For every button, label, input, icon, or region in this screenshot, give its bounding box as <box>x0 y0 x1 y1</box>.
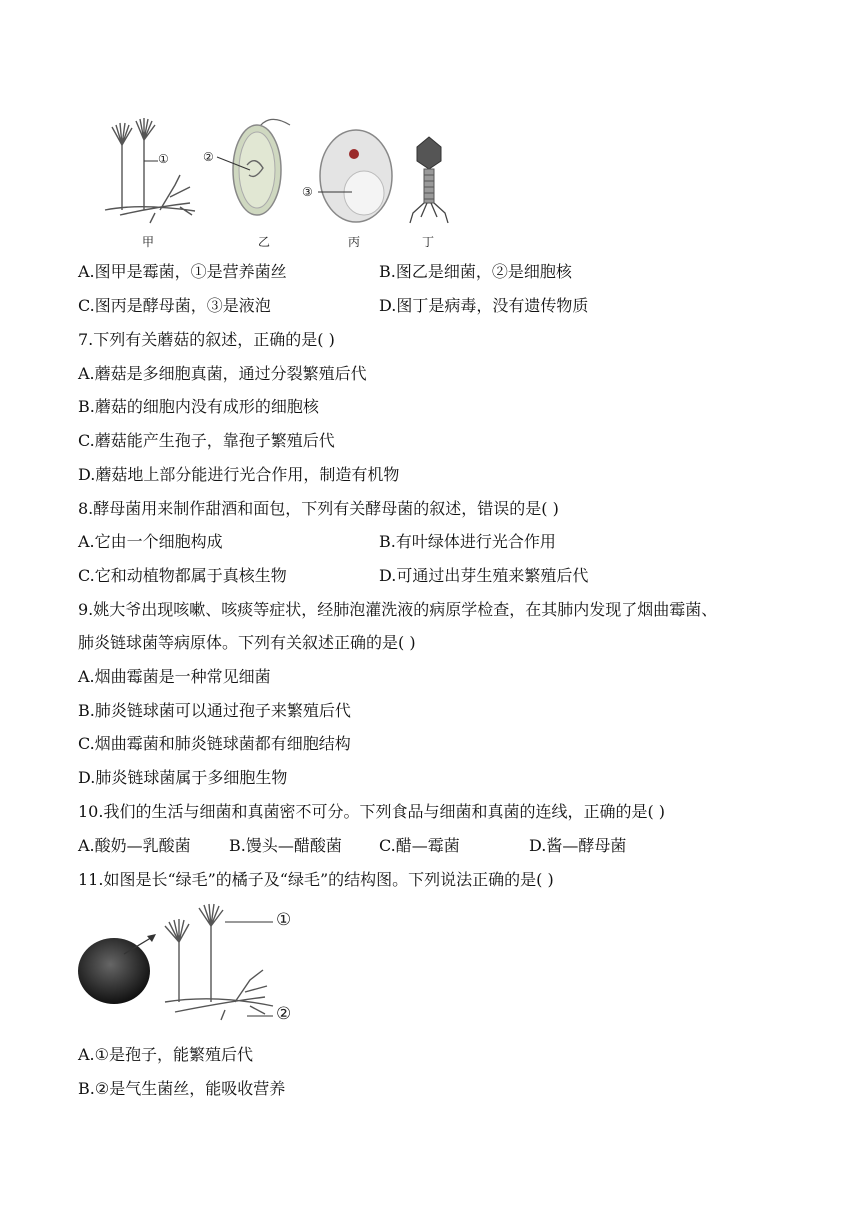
q6-option-a: A.图甲是霉菌，①是营养菌丝 <box>78 262 287 281</box>
mold-illustration <box>100 115 200 225</box>
q9-option-d: D.肺炎链球菌属于多细胞生物 <box>78 768 288 787</box>
q6-option-d: D.图丁是病毒，没有遗传物质 <box>379 296 589 315</box>
q8-option-b: B.有叶绿体进行光合作用 <box>379 532 556 551</box>
q11-marker-2: ② <box>276 1004 292 1024</box>
q8-stem: 8.酵母菌用来制作甜酒和面包，下列有关酵母菌的叙述，错误的是( ) <box>78 499 559 518</box>
virus-illustration <box>405 135 455 235</box>
q8-option-d: D.可通过出芽生殖来繁殖后代 <box>379 566 589 585</box>
q10-option-c: C.醋—霉菌 <box>379 836 460 855</box>
figure-label-ding: 丁 <box>422 235 435 249</box>
q9-stem-line1: 9.姚大爷出现咳嗽、咳痰等症状，经肺泡灌洗液的病原学检查，在其肺内发现了烟曲霉菌、 <box>78 600 718 619</box>
q7-option-c: C.蘑菇能产生孢子，靠孢子繁殖后代 <box>78 431 335 450</box>
q11-option-a: A.①是孢子，能繁殖后代 <box>78 1045 253 1064</box>
q8-option-a: A.它由一个细胞构成 <box>78 532 223 551</box>
q9-option-a: A.烟曲霉菌是一种常见细菌 <box>78 667 271 686</box>
bacterium-illustration <box>225 110 305 220</box>
q7-stem: 7.下列有关蘑菇的叙述，正确的是( ) <box>78 330 335 349</box>
q8-option-c: C.它和动植物都属于真核生物 <box>78 566 287 585</box>
q7-option-a: A.蘑菇是多细胞真菌，通过分裂繁殖后代 <box>78 364 367 383</box>
q7-option-d: D.蘑菇地上部分能进行光合作用，制造有机物 <box>78 465 400 484</box>
q10-stem: 10.我们的生活与细菌和真菌密不可分。下列食品与细菌和真菌的连线，正确的是( ) <box>78 802 666 821</box>
yeast-illustration <box>318 128 398 238</box>
q11-marker-1: ① <box>276 910 292 930</box>
q6-option-c: C.图丙是酵母菌，③是液泡 <box>78 296 271 315</box>
q10-option-a: A.酸奶—乳酸菌 <box>78 836 191 855</box>
q7-option-b: B.蘑菇的细胞内没有成形的细胞核 <box>78 397 319 416</box>
q9-stem-line2: 肺炎链球菌等病原体。下列有关叙述正确的是( ) <box>78 633 416 652</box>
q10-option-d: D.酱—酵母菌 <box>529 836 627 855</box>
q9-option-c: C.烟曲霉菌和肺炎链球菌都有细胞结构 <box>78 734 351 753</box>
marker-1: ① <box>158 152 169 166</box>
q6-option-b: B.图乙是细菌，②是细胞核 <box>379 262 572 281</box>
q11-stem: 11.如图是长“绿毛”的橘子及“绿毛”的结构图。下列说法正确的是( ) <box>78 870 554 889</box>
q11-option-b: B.②是气生菌丝，能吸收营养 <box>78 1079 286 1098</box>
marker-3: ③ <box>302 185 313 199</box>
q9-option-b: B.肺炎链球菌可以通过孢子来繁殖后代 <box>78 701 351 720</box>
figure-label-yi: 乙 <box>258 235 271 249</box>
arrow-icon <box>120 930 160 960</box>
q10-option-b: B.馒头—醋酸菌 <box>229 836 342 855</box>
marker-2: ② <box>203 150 214 164</box>
figure-label-jia: 甲 <box>142 235 155 249</box>
figure-label-bing: 丙 <box>348 235 361 249</box>
